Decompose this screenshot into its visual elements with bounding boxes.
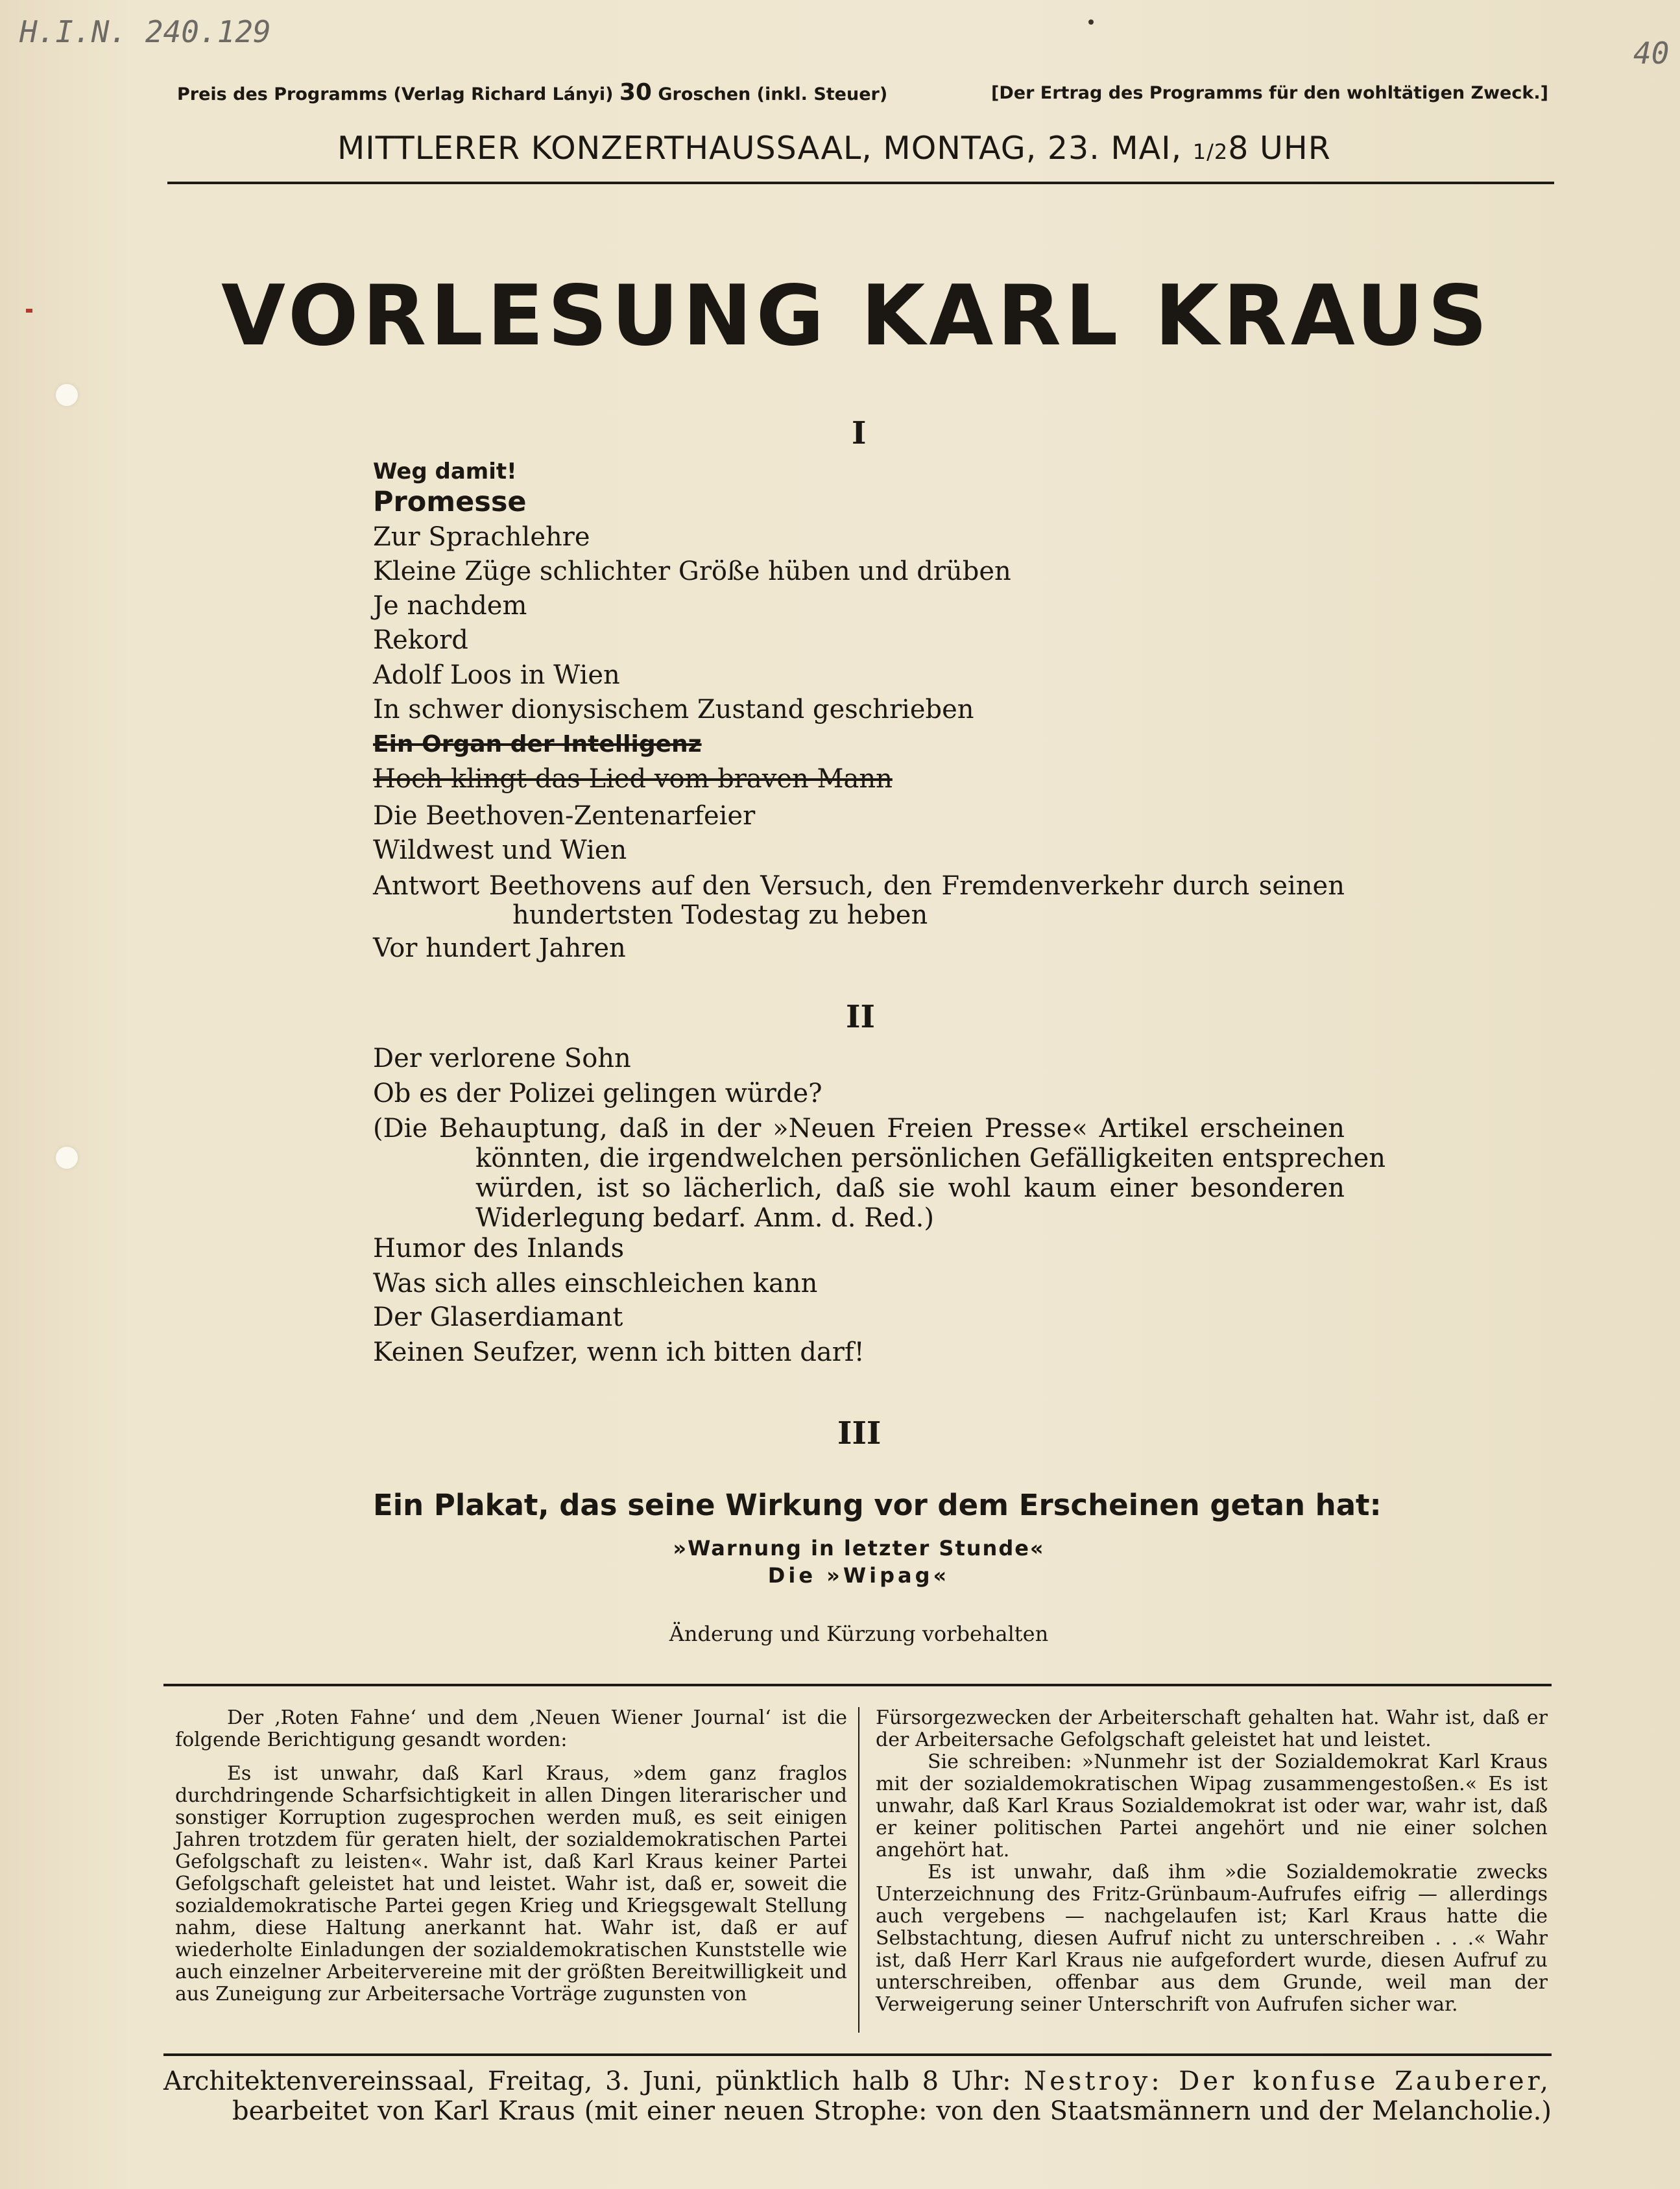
section-3-headline: Ein Plakat, das seine Wirkung vor dem Erscheinen getan hat: xyxy=(373,1488,1382,1522)
handwritten-archive-reference: H.I.N. 240.129 xyxy=(19,14,271,49)
list-item: Je nachdem xyxy=(373,591,527,621)
correction-paragraph: Sie schreiben: »Nunmehr ist der Sozialdemokrat Karl Kraus mit der sozialdemokratischen Wipag zusammengestoßen.« Es ist unwahr, daß Karl Kraus Sozialdemokrat ist oder war, wahr ist, daß er keiner politischen Partei angehört und nie einer solchen angehört hat. xyxy=(876,1751,1548,1861)
list-item: Adolf Loos in Wien xyxy=(373,660,620,690)
list-item-continuation: Widerlegung bedarf. Anm. d. Red.) xyxy=(475,1203,934,1233)
program-price-note: Preis des Programms (Verlag Richard Lányi) 30 Groschen (inkl. Steuer) xyxy=(177,79,888,106)
list-item: Wildwest und Wien xyxy=(373,835,627,865)
section-2-numeral: II xyxy=(846,999,875,1035)
list-item: Vor hundert Jahren xyxy=(373,933,626,963)
list-item: Rekord xyxy=(373,625,468,655)
correction-intro: Der ‚Roten Fahne‘ und dem ‚Neuen Wiener Journal‘ ist die folgende Berichtigung gesandt worden: xyxy=(175,1706,847,1751)
list-item: Humor des Inlands xyxy=(373,1234,625,1263)
list-item-continuation: würden, ist so lächerlich, daß sie wohl kaum einer besonderen xyxy=(475,1173,1345,1203)
list-item: Antwort Beethovens auf den Versuch, den Fremdenverkehr durch seinen xyxy=(373,871,1345,901)
column-divider xyxy=(858,1707,859,2033)
correction-top-rule xyxy=(163,1684,1552,1686)
reservation-note: Änderung und Kürzung vorbehalten xyxy=(669,1621,1049,1646)
list-item-continuation: hundertsten Todestag zu heben xyxy=(512,900,928,930)
correction-left-column xyxy=(175,1707,847,2005)
list-item: Kleine Züge schlichter Größe hüben und drüben xyxy=(373,556,1011,586)
venue-half-fraction: 1/2 xyxy=(1192,139,1229,164)
list-item-weg-damit: Weg damit! xyxy=(373,459,517,484)
venue-line: MITTLERER KONZERTHAUSSAAL, MONTAG, 23. MAI, 1/28 UHR xyxy=(337,130,1331,167)
section-3-subtitle-1: »Warnung in letzter Stunde« xyxy=(673,1536,1045,1561)
section-3-subtitle-2: Die »Wipag« xyxy=(767,1563,950,1588)
corner-dot xyxy=(1088,19,1094,25)
page-title: VORLESUNG KARL KRAUS xyxy=(221,268,1491,365)
list-item-struck: Ein Organ der Intelligenz xyxy=(373,731,702,758)
correction-right-column xyxy=(876,1707,1548,2016)
footer-line-1: Architektenvereinssaal, Freitag, 3. Juni, pünktlich halb 8 Uhr: Nestroy: Der konfuse Zauberer, xyxy=(163,2066,1552,2096)
section-3-numeral: III xyxy=(837,1415,882,1452)
list-item-struck: Hoch klingt das Lied vom braven Mann xyxy=(373,764,893,794)
list-item: In schwer dionysischem Zustand geschrieben xyxy=(373,695,974,724)
list-item-continuation: könnten, die irgendwelchen persönlichen Gefälligkeiten entsprechen xyxy=(475,1143,1386,1173)
correction-paragraph: Es ist unwahr, daß Karl Kraus, »dem ganz fraglos durchdringende Scharfsichtigkeit in allen Dingen literarischer und sonstiger Korruption zugesprochen werden muß, es seit einigen Jahren trotzdem für geraten hielt, der sozialdemokratischen Partei Gefolgschaft zu leisten«. Wahr ist, daß Karl Kraus keiner Partei Gefolgschaft geleistet hat und leistet. Wahr ist, daß er, soweit die sozialdemokratische Partei gegen Krieg und Kriegsgewalt Stellung nahm, diese Haltung anerkannt hat. Wahr ist, daß er auf wiederholte Einladungen der sozialdemokratischen Kunststelle wie auch einzelner Arbeitervereine mit der größten Bereitwilligkeit und aus Zuneigung zur Arbeitersache Vorträge zugunsten von xyxy=(175,1762,847,2005)
price-number: 30 xyxy=(619,79,652,106)
list-item: Der Glaserdiamant xyxy=(373,1302,623,1332)
charity-note: [Der Ertrag des Programms für den wohltätigen Zweck.] xyxy=(991,83,1548,103)
section-1-numeral: I xyxy=(852,415,867,451)
punch-hole-upper xyxy=(56,384,78,406)
list-item: Die Beethoven-Zentenarfeier xyxy=(373,801,756,831)
punch-hole-lower xyxy=(56,1147,78,1169)
footer-line-2: bearbeitet von Karl Kraus (mit einer neuen Strophe: von den Staatsmännern und der Melancholie.) xyxy=(232,2096,1552,2126)
list-item: Keinen Seufzer, wenn ich bitten darf! xyxy=(373,1337,865,1367)
handwritten-page-number: 40 xyxy=(1633,36,1670,71)
list-item: Zur Sprachlehre xyxy=(373,522,590,552)
list-item: Der verlorene Sohn xyxy=(373,1044,631,1073)
correction-paragraph: Fürsorgezwecken der Arbeiterschaft gehalten hat. Wahr ist, daß er der Arbeitersache Gefolgschaft geleistet hat und leistet. xyxy=(876,1706,1548,1751)
footer-top-rule xyxy=(163,2053,1552,2056)
list-item: Ob es der Polizei gelingen würde? xyxy=(373,1079,822,1108)
header-rule xyxy=(167,182,1554,184)
list-item: Was sich alles einschleichen kann xyxy=(373,1269,818,1298)
correction-paragraph: Es ist unwahr, daß ihm »die Sozialdemokratie zwecks Unterzeichnung des Fritz-Grünbaum-Aufrufes eifrig — allerdings auch vergebens — nachgelaufen ist; Karl Kraus hatte die Selbstachtung, diesen Aufruf nicht zu unterschreiben . . .« Wahr ist, daß Herr Karl Kraus nie aufgefordert wurde, diesen Aufruf zu unterschreiben, offenbar aus dem Grunde, weil man der Verweigerung seiner Unterschrift von Aufrufen sicher war. xyxy=(876,1861,1548,2016)
list-item: (Die Behauptung, daß in der »Neuen Freien Presse« Artikel erscheinen xyxy=(373,1114,1345,1143)
list-item-promesse: Promesse xyxy=(373,486,527,518)
footer-event-title: Nestroy: Der konfuse Zauberer, xyxy=(1024,2066,1552,2096)
